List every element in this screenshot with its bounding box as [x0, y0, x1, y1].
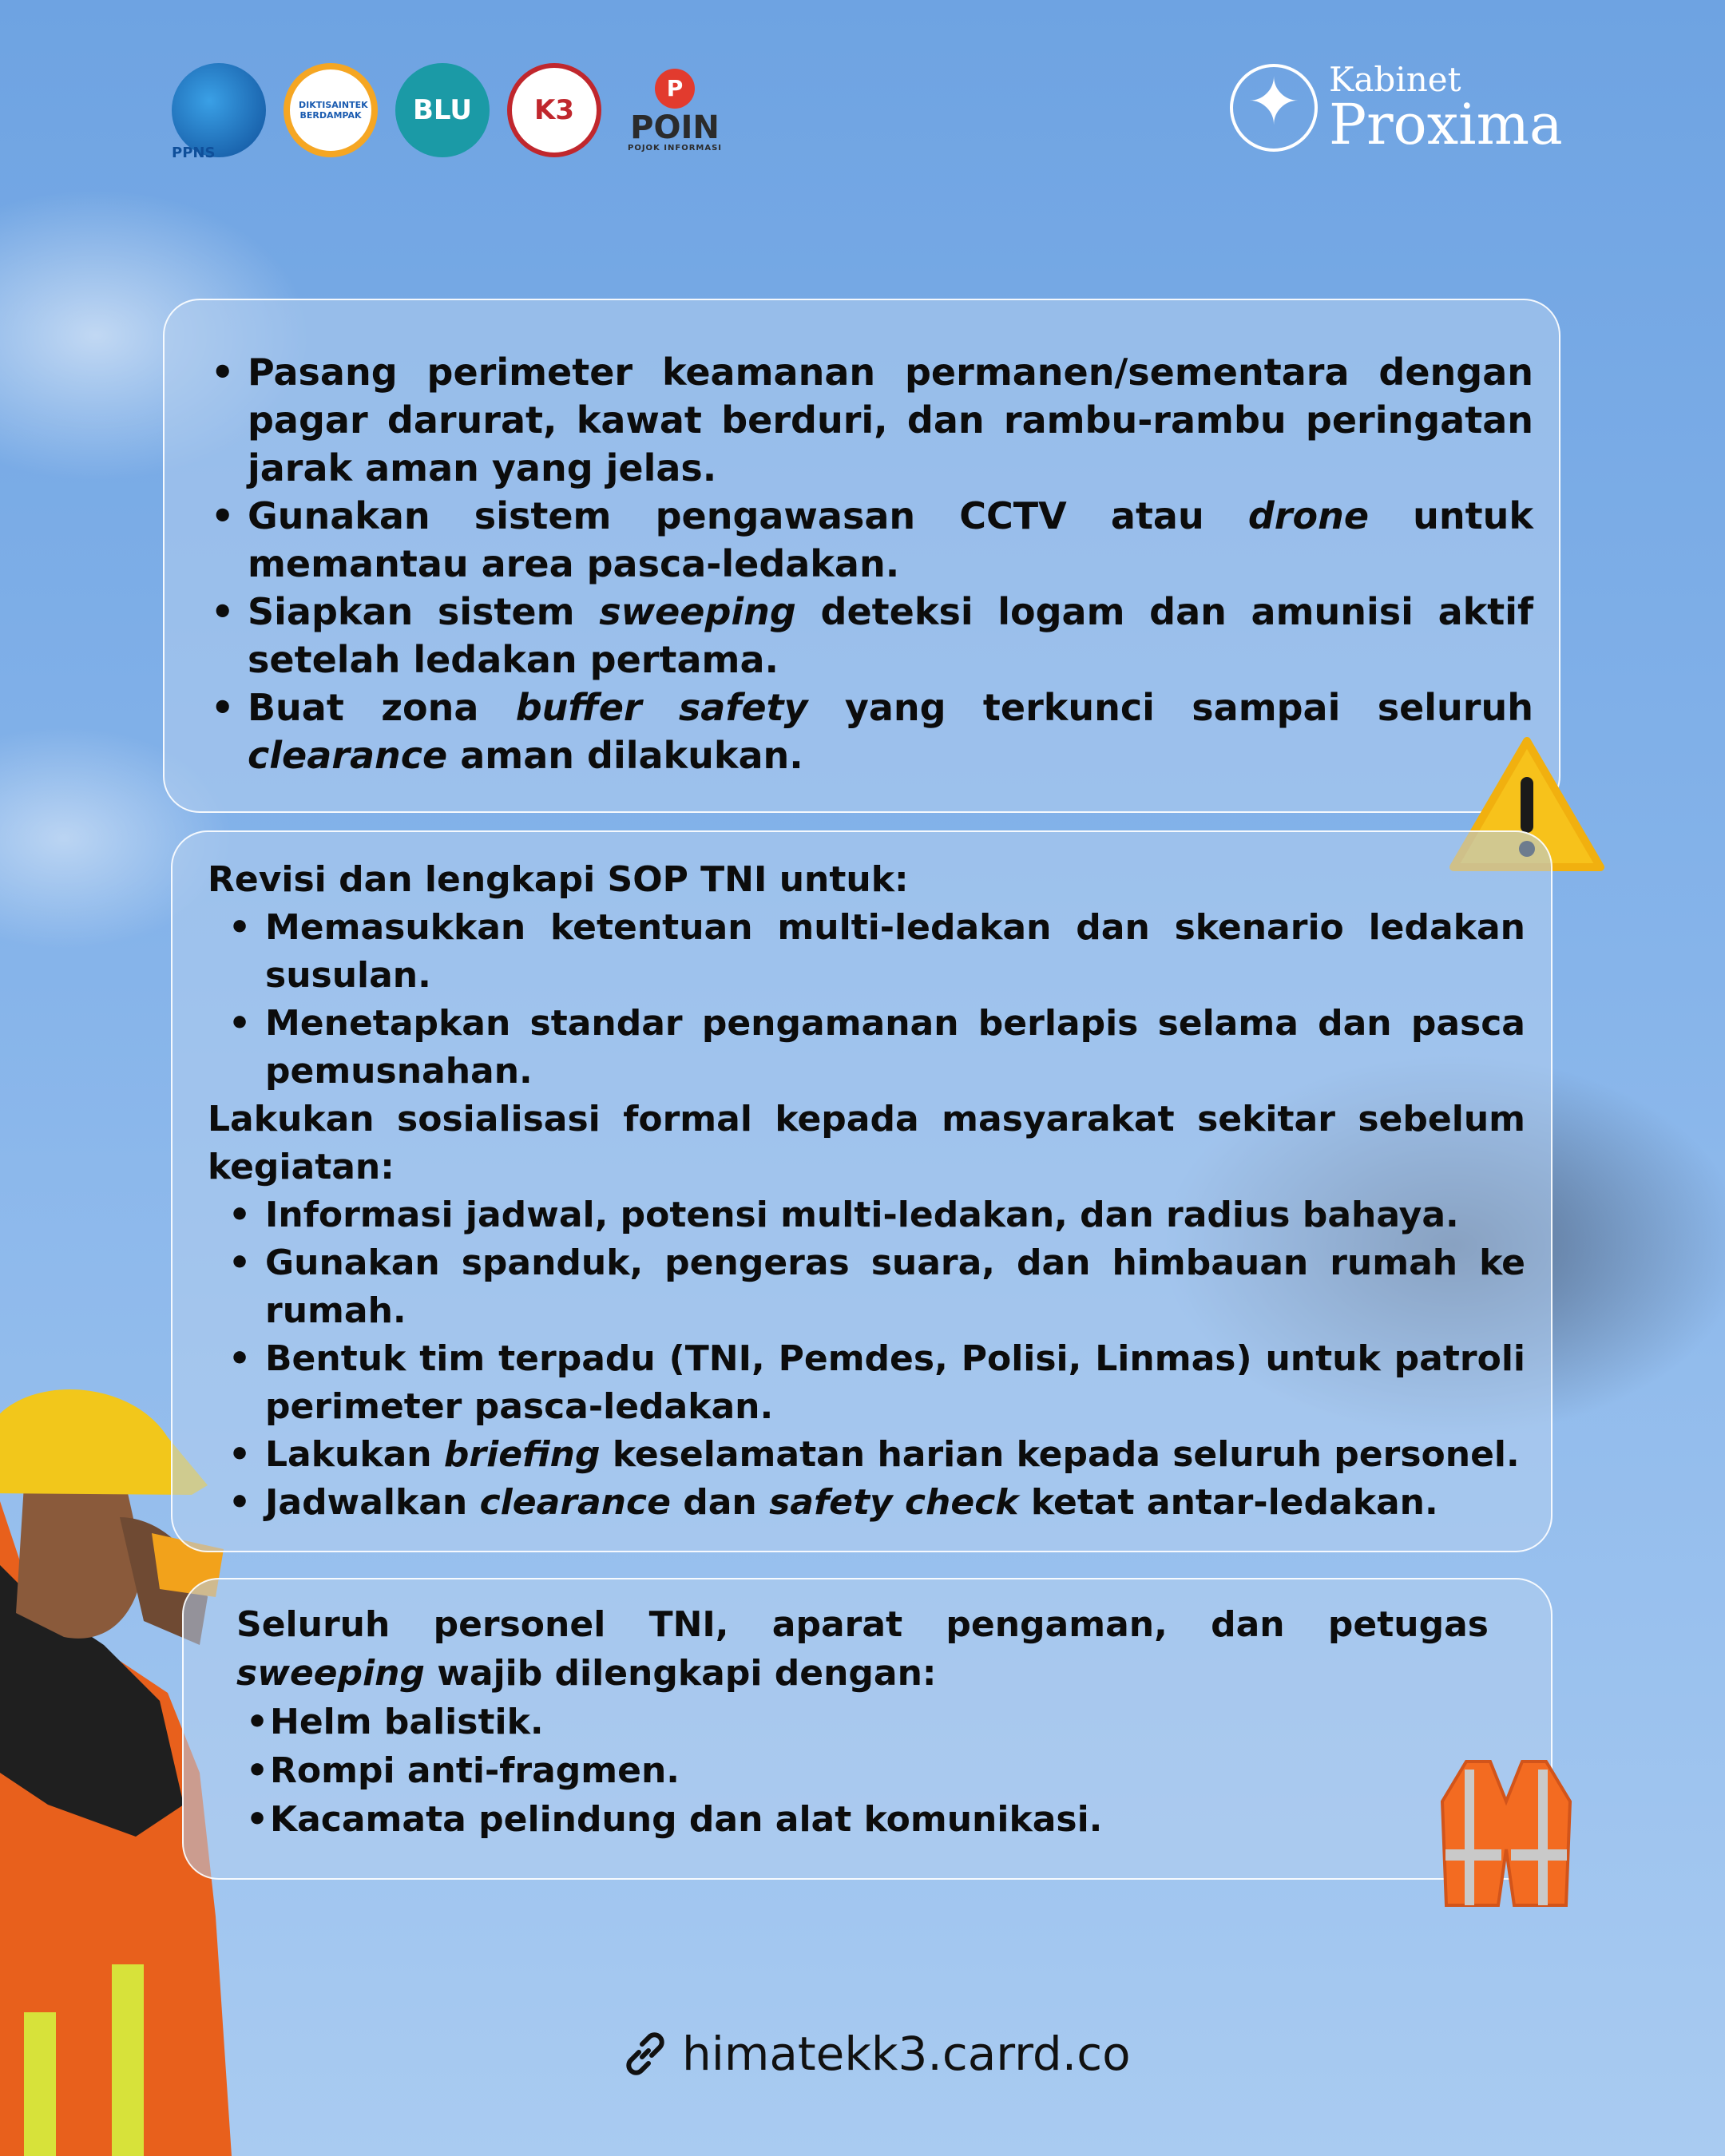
- socialization-segment: safety check: [769, 1482, 1019, 1523]
- perimeter-security-list: [209, 348, 1533, 779]
- sop-list: [208, 904, 1525, 1096]
- socialization-segment: Jadwalkan: [265, 1482, 480, 1523]
- perimeter-segment: Siapkan sistem: [248, 590, 600, 633]
- link-icon: [620, 2028, 671, 2079]
- perimeter-item: [209, 588, 1533, 684]
- equipment-intro-segment: sweeping: [236, 1653, 425, 1694]
- perimeter-segment: Buat zona: [248, 686, 516, 729]
- equipment-intro: [236, 1600, 1489, 1698]
- socialization-item: [227, 1239, 1525, 1335]
- perimeter-item: [209, 492, 1533, 588]
- socialization-list: [208, 1191, 1525, 1527]
- ppns-logo-text: PPNS: [172, 145, 216, 161]
- perimeter-segment: clearance: [248, 734, 448, 777]
- star-emblem-icon: [1230, 64, 1318, 152]
- equipment-list: [236, 1698, 1489, 1844]
- blu-speed-logo: [395, 63, 490, 157]
- perimeter-segment: untuk memantau area pasca-ledakan.: [248, 494, 1533, 585]
- socialization-segment: clearance: [479, 1482, 671, 1523]
- perimeter-segment: sweeping: [599, 590, 796, 633]
- equipment-item: • Helm balistik.: [244, 1698, 1489, 1746]
- perimeter-segment: buffer safety: [515, 686, 808, 729]
- safety-vest-icon: [1434, 1754, 1578, 1913]
- kabinet-proxima-logo: [1230, 56, 1563, 160]
- perimeter-segment: Gunakan sistem pengawasan CCTV atau: [248, 494, 1248, 537]
- equipment-item: • Rompi anti-fragmen.: [244, 1746, 1489, 1795]
- socialization-item: [227, 1335, 1525, 1431]
- socialization-item: [227, 1431, 1525, 1479]
- socialization-segment: ketat antar-ledakan.: [1018, 1482, 1438, 1523]
- socialization-item: [227, 1479, 1525, 1527]
- perimeter-item: [209, 348, 1533, 492]
- blu-logo-text: BLU: [413, 94, 472, 126]
- socialization-segment: dan: [670, 1482, 770, 1523]
- socialization-segment: Bentuk tim terpadu (TNI, Pemdes, Polisi, Linmas) untuk patroli perimeter pasca-ledakan.: [265, 1338, 1525, 1427]
- equipment-intro-segment: wajib dilengkapi dengan:: [424, 1653, 937, 1694]
- equipment-item: • Kacamata pelindung dan alat komunikasi.: [244, 1795, 1489, 1844]
- ppns-logo: [172, 63, 266, 161]
- socialization-item: [227, 1191, 1525, 1239]
- sop-segment: Memasukkan ketentuan multi-ledakan dan skenario ledakan susulan.: [265, 907, 1525, 996]
- poin-mark-icon: P: [655, 69, 695, 109]
- socialization-segment: keselamatan harian kepada seluruh personel.: [600, 1434, 1520, 1475]
- sop-item: [227, 1000, 1525, 1096]
- sop-socialization-card: [171, 830, 1552, 1552]
- sop-item: [227, 904, 1525, 1000]
- sop-heading: Revisi dan lengkapi SOP TNI untuk:: [208, 859, 909, 900]
- poin-logo-text: POIN: [630, 109, 720, 146]
- brand-line-1: Kabinet: [1329, 60, 1461, 99]
- k3-logo-text: K3: [533, 94, 574, 126]
- socialization-segment: Informasi jadwal, potensi multi-ledakan, dan radius bahaya.: [265, 1195, 1459, 1235]
- poin-logo-subtext: POJOK INFORMASI: [627, 143, 723, 153]
- personnel-equipment-card: [182, 1578, 1552, 1880]
- perimeter-segment: Pasang perimeter keamanan permanen/sementara dengan pagar darurat, kawat berduri, dan rambu-rambu peringatan jarak aman yang jelas.: [248, 351, 1533, 489]
- equipment-intro-segment: Seluruh personel TNI, aparat pengaman, dan petugas: [236, 1604, 1489, 1645]
- partner-logos: [172, 54, 731, 166]
- socialization-heading: Lakukan sosialisasi formal kepada masyarakat sekitar sebelum kegiatan:: [208, 1099, 1525, 1187]
- perimeter-segment: yang terkunci sampai seluruh: [807, 686, 1533, 729]
- perimeter-segment: aman dilakukan.: [447, 734, 803, 777]
- diktisaintek-logo-text: DIKTISAINTEK BERDAMPAK: [299, 100, 368, 121]
- diktisaintek-logo: [284, 63, 378, 157]
- perimeter-security-card: [163, 299, 1560, 813]
- poin-logo: [619, 63, 731, 157]
- brand-line-2: Proxima: [1329, 92, 1563, 157]
- website-link-text[interactable]: himatekk3.carrd.co: [682, 2027, 1131, 2081]
- website-link[interactable]: [620, 2022, 1131, 2086]
- perimeter-segment: drone: [1247, 494, 1370, 537]
- perimeter-segment: deteksi logam dan amunisi aktif setelah ledakan pertama.: [248, 590, 1533, 681]
- socialization-segment: Gunakan spanduk, pengeras suara, dan himbauan rumah ke rumah.: [265, 1242, 1525, 1331]
- perimeter-item: [209, 684, 1533, 779]
- socialization-segment: Lakukan: [265, 1434, 444, 1475]
- k3-logo: [507, 63, 601, 157]
- socialization-segment: briefing: [443, 1434, 601, 1475]
- sop-segment: Menetapkan standar pengamanan berlapis selama dan pasca pemusnahan.: [265, 1003, 1525, 1092]
